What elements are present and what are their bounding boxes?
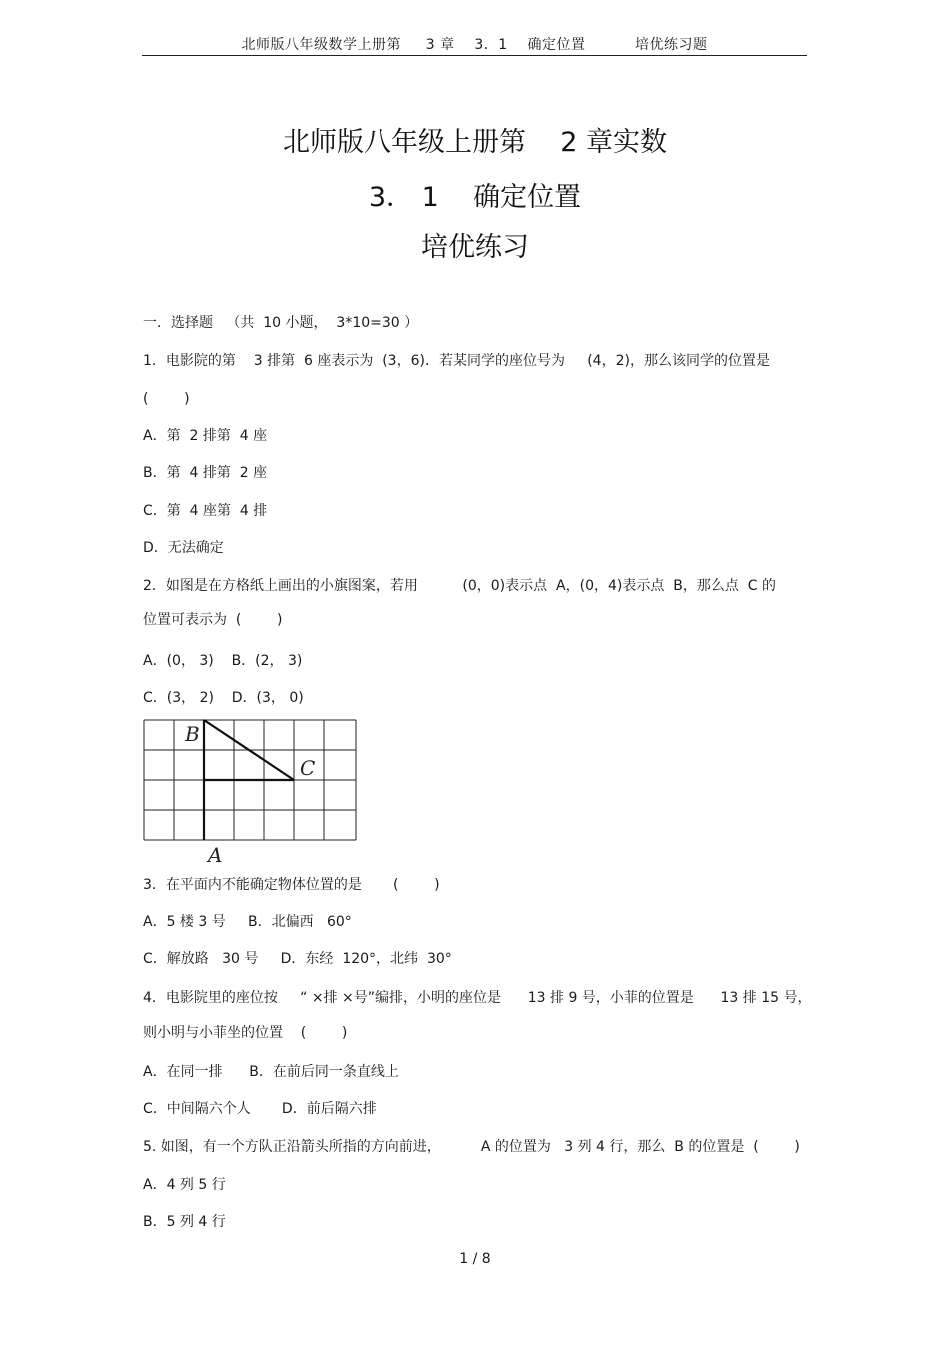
- question-5-text: 5. 如图，有一个方队正沿箭头所指的方向前进， A 的位置为 3 列 4 行，那么 B 的位置是 ( ): [143, 1139, 800, 1155]
- question-1-option-a: A．第 2 排第 4 座: [143, 428, 268, 444]
- page-number: 1 / 8: [459, 1251, 491, 1267]
- question-1-option-b: B．第 4 排第 2 座: [143, 465, 268, 481]
- question-4-options-ab: A．在同一排 B．在前后同一条直线上: [143, 1064, 399, 1080]
- question-3-text: 3．在平面内不能确定物体位置的是 ( ): [143, 877, 440, 893]
- label-b: B: [185, 722, 200, 746]
- question-1-text: 1．电影院的第 3 排第 6 座表示为 (3，6)．若某同学的座位号为 (4，2)，那么该同学的位置是: [143, 353, 770, 369]
- page-header: 北师版八年级数学上册第 3 章 3．1 确定位置 培优练习题: [241, 37, 708, 53]
- label-a: A: [208, 843, 223, 867]
- doc-title-line2: 3． 1 确定位置: [368, 182, 582, 213]
- label-c: C: [300, 756, 316, 780]
- question-2-options-ab: A．(0， 3) B．(2， 3): [143, 653, 303, 669]
- question-4-text-cont: 则小明与小菲坐的位置 ( ): [143, 1025, 348, 1041]
- question-2-text-cont: 位置可表示为 ( ): [143, 612, 283, 628]
- question-1-option-d: D．无法确定: [143, 540, 224, 556]
- flag-shape: [204, 720, 294, 840]
- doc-title-line1: 北师版八年级上册第 2 章实数: [282, 127, 668, 158]
- section-heading: 一．选择题 （共 10 小题， 3*10=30 ）: [143, 315, 419, 331]
- flag-grid-figure: [135, 712, 365, 870]
- question-3-options-ab: A．5 楼 3 号 B．北偏西 60°: [143, 914, 352, 930]
- question-5-option-b: B．5 列 4 行: [143, 1214, 226, 1230]
- question-5-option-a: A．4 列 5 行: [143, 1177, 226, 1193]
- question-4-options-cd: C．中间隔六个人 D．前后隔六排: [143, 1101, 377, 1117]
- question-2-text: 2．如图是在方格纸上画出的小旗图案，若用 (0，0)表示点 A，(0，4)表示点 B，那么点 C 的: [143, 578, 776, 594]
- question-2-options-cd: C．(3， 2) D．(3， 0): [143, 690, 304, 706]
- question-1-blank: ( ): [143, 391, 190, 407]
- header-rule: [142, 55, 807, 56]
- question-4-text: 4．电影院里的座位按 “ ×排 ×号”编排，小明的座位是 13 排 9 号，小菲的位置是 13 排 15 号，: [143, 990, 812, 1006]
- question-3-options-cd: C．解放路 30 号 D．东经 120°，北纬 30°: [143, 951, 452, 967]
- doc-title-line3: 培优练习: [421, 232, 529, 263]
- question-1-option-c: C．第 4 座第 4 排: [143, 503, 268, 519]
